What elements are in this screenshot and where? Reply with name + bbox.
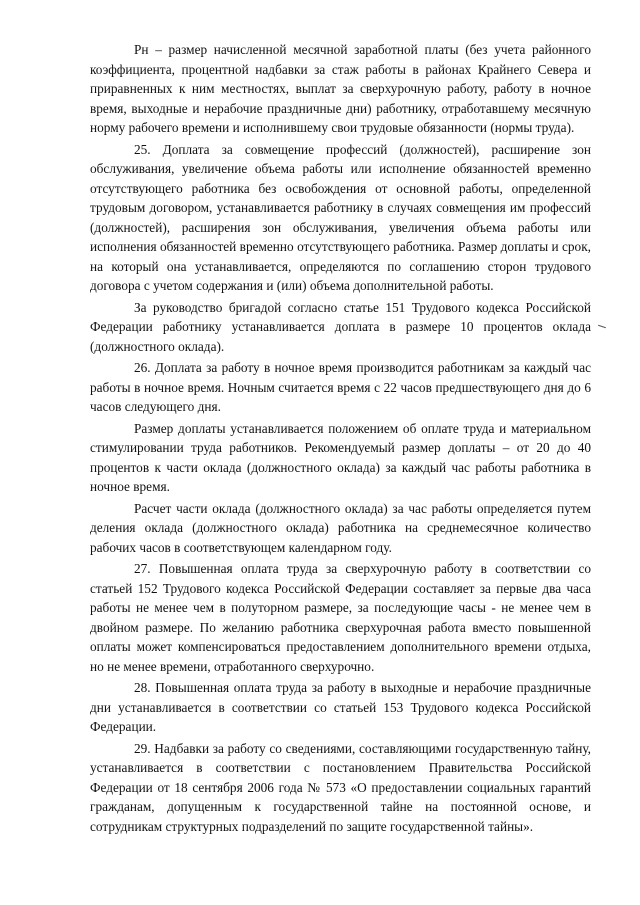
- paragraph-27: 27. Повышенная оплата труда за сверхурочную работу в соответствии со статьей 152 Трудового кодекса Российской Федерации составляет за первые два часа работы не менее чем в полуторном размере, за последующие часы - не менее чем в двойном размере. По желанию работника сверхурочная работа вместо повышенной оплаты может компенсироваться предоставлением дополнительного времени отдыха, но не менее времени, отработанного сверхурочно.: [90, 561, 591, 674]
- paragraph-28: 28. Повышенная оплата труда за работу в выходные и нерабочие праздничные дни устанавливается в соответствии со статьей 153 Трудового кодекса Российской Федерации.: [90, 680, 591, 734]
- scan-mark: [598, 325, 606, 328]
- paragraph-night-size: Размер доплаты устанавливается положением об оплате труда и материальном стимулировании труда работников. Рекомендуемый размер доплаты – от 20 до 40 процентов к части оклада (должностного оклада) за каждый час работы работника в ночное время.: [90, 420, 591, 494]
- paragraph-rn-definition: Рн – размер начисленной месячной заработной платы (без учета районного коэффициента, процентной надбавки за стаж работы в районах Крайнего Севера и приравненных к ним местностях, выплат за сверхурочную работу, работу в ночное время, выходные и нерабочие праздничные дни) работнику, отработавшему месячную норму рабочего времени и исполнившему свои трудовые обязанности (нормы труда).: [90, 42, 591, 135]
- paragraph-29: 29. Надбавки за работу со сведениями, составляющими государственную тайну, устанавливается в соответствии с постановлением Правительства Российской Федерации от 18 сентября 2006 года № 573 «О предоставлении социальных гарантий гражданам, допущенным к государственной тайне на постоянной основе, и сотрудникам структурных подразделений по защите государственной тайны».: [90, 740, 591, 834]
- document-page: [90, 40, 591, 838]
- paragraph-25: 25. Доплата за совмещение профессий (должностей), расширение зон обслуживания, увеличение объема работы или исполнение обязанностей временно отсутствующего работника без освобождения от основной работы, определенной трудовым договором, устанавливается работнику в случаях совмещения им профессий (должностей), расширения зон обслуживания, увеличения объема работы или исполнения обязанностей временно отсутствующего работника. Размер доплаты и срок, на который она устанавливается, определяются по соглашению сторон трудового договора с учетом содержания и (или) объема дополнительной работы.: [90, 141, 591, 293]
- paragraph-hourly-calc: Расчет части оклада (должностного оклада) за час работы определяется путем деления оклада (должностного оклада) работника на среднемесячное количество рабочих часов в соответствующем календарном году.: [90, 500, 591, 555]
- paragraph-26: 26. Доплата за работу в ночное время производится работникам за каждый час работы в ночное время. Ночным считается время с 22 часов предшествующего дня до 6 часов следующего дня.: [90, 360, 591, 414]
- paragraph-brigade: За руководство бригадой согласно статье 151 Трудового кодекса Российской Федерации работнику устанавливается доплата в размере 10 процентов оклада (должностного оклада).: [90, 299, 591, 354]
